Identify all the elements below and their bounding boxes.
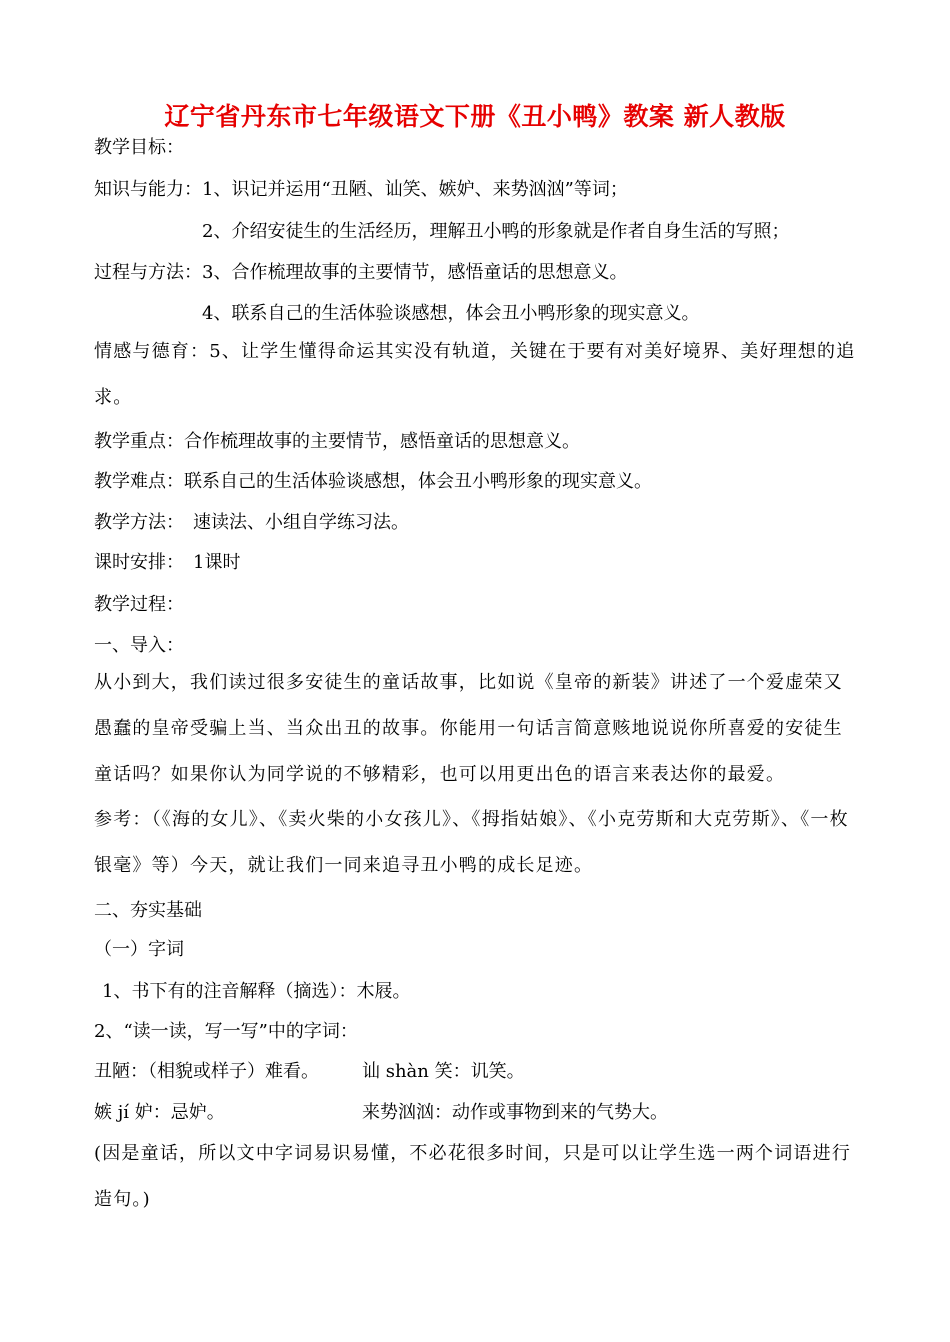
teaching-method: 教学方法： 速读法、小组自学练习法。 — [94, 512, 409, 533]
word-sneer: 讪 shàn 笑：讥笑。 — [362, 1061, 525, 1082]
knowledge-item-1: 1、识记并运用“丑陋、讪笑、嫉妒、来势汹汹”等词； — [202, 179, 628, 200]
reference-paragraph: 参考：（《海的女儿》、《卖火柴的小女孩儿》、《拇指姑娘》、《小克劳斯和大克劳斯》、《一枚银毫》等）今天，就让我们一同来追寻丑小鸭的成长足迹。 — [94, 809, 849, 876]
vocab-item-2: 2、“读一读，写一写”中的字词： — [94, 1021, 358, 1042]
process-item-3: 3、合作梳理故事的主要情节，感悟童话的思想意义。 — [202, 262, 628, 283]
process-objective-3 — [94, 261, 627, 285]
class-schedule: 课时安排： 1课时 — [94, 552, 241, 573]
objectives-heading: 教学目标： — [94, 137, 184, 158]
word-ugly: 丑陋：（相貌或样子）难看。 — [94, 1061, 319, 1082]
teaching-process-heading: 教学过程： — [94, 594, 184, 615]
vocab-item-1: 1、书下有的注音解释（摘选）：木屐。 — [102, 981, 411, 1002]
process-objective-4: 4、联系自己的生活体验谈感想，体会丑小鸭形象的现实意义。 — [202, 303, 700, 324]
emotion-item-5: 5、让学生懂得命运其实没有轨道，关键在于要有对美好境界、美好理想的追求。 — [94, 341, 856, 408]
document-title: 辽宁省丹东市七年级语文下册《丑小鸭》教案 新人教版 — [164, 102, 786, 131]
knowledge-objective-1 — [94, 178, 628, 202]
section-2-heading: 二、夯实基础 — [94, 900, 202, 921]
intro-paragraph: 从小到大，我们读过很多安徒生的童话故事，比如说《皇帝的新装》讲述了一个爱虚荣又愚蠢的皇帝受骗上当、当众出丑的故事。你能用一句话言简意赅地说说你所喜爱的安徒生童话吗？如果你认为同学说的不够精彩，也可以用更出色的语言来表达你的最爱。 — [94, 672, 843, 785]
teaching-key-point: 教学重点：合作梳理故事的主要情节，感悟童话的思想意义。 — [94, 431, 580, 452]
emotion-objective — [94, 329, 858, 421]
subsection-words-heading: （一）字词 — [94, 939, 184, 960]
knowledge-objective-2: 2、介绍安徒生的生活经历，理解丑小鸭的形象就是作者自身生活的写照； — [202, 221, 790, 242]
note-paragraph: (因是童话，所以文中字词易识易懂，不必花很多时间，只是可以让学生选一两个词语进行造句。) — [94, 1143, 852, 1210]
section-1-heading: 一、导入： — [94, 635, 184, 656]
word-jealous: 嫉 jí 妒：忌妒。 — [94, 1102, 225, 1123]
process-label: 过程与方法： — [94, 262, 202, 283]
teaching-difficulty: 教学难点：联系自己的生活体验谈感想，体会丑小鸭形象的现实意义。 — [94, 471, 652, 492]
word-fierce: 来势汹汹：动作或事物到来的气势大。 — [362, 1102, 668, 1123]
emotion-label: 情感与德育： — [94, 341, 210, 362]
knowledge-label: 知识与能力： — [94, 179, 202, 200]
